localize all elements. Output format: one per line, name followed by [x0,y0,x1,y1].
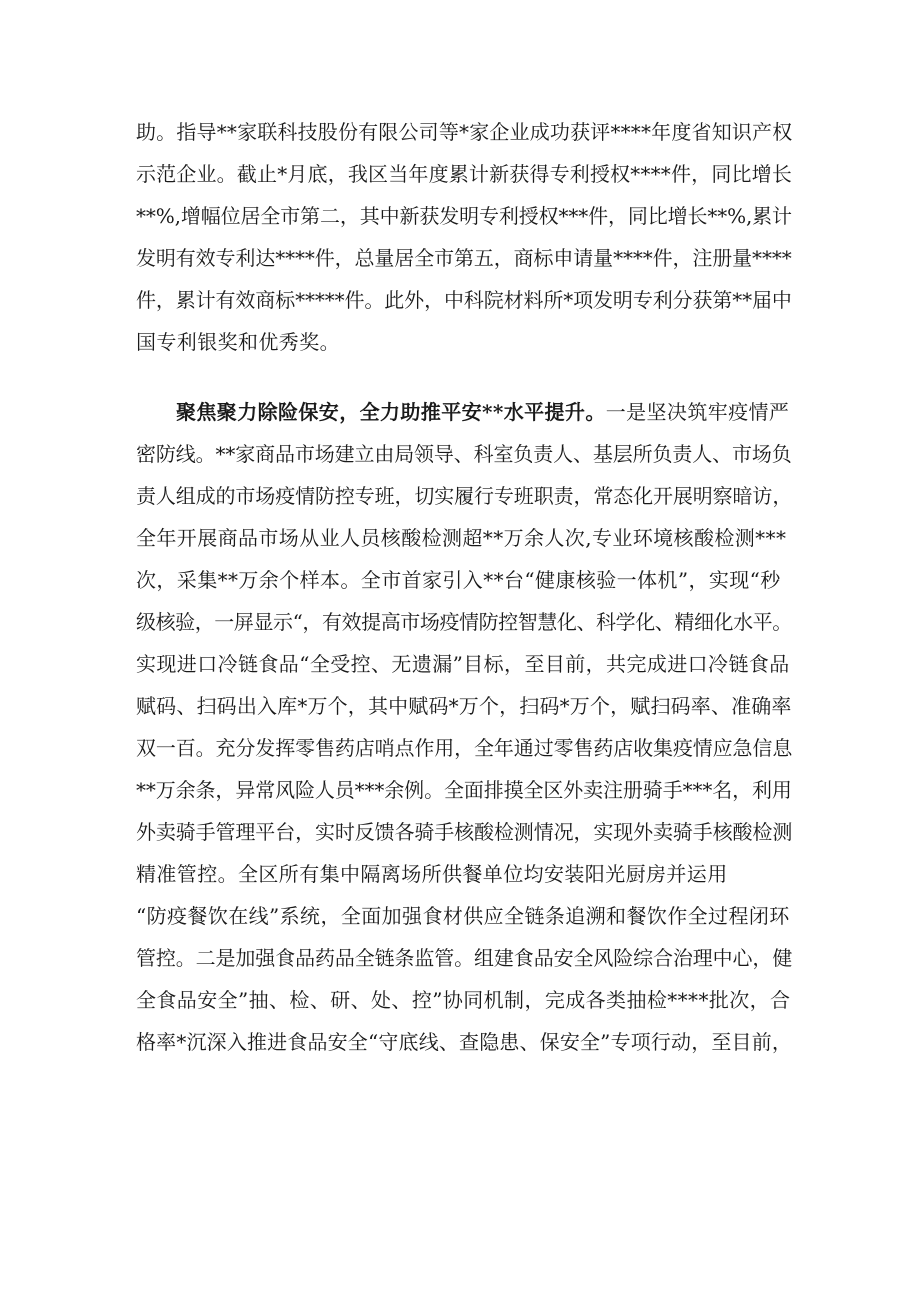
paragraph-line: 次，采集**万余个样本。全市首家引入**台“健康核验一体机”，实现“秒 [136,568,781,592]
paragraph-line: 示范企业。截止*月底，我区当年度累计新获得专利授权****件，同比增长 [136,162,792,186]
paragraph-line: 格率*沉深入推进食品安全“守底线、查隐患、保安全”专项行动，至目前， [136,1030,793,1054]
paragraph-first-line [176,400,789,424]
paragraph-line: 级核验，一屏显示“，有效提高市场疫情防控智慧化、科学化、精细化水平。 [136,610,792,634]
paragraph-line: 件，累计有效商标*****件。此外，中科院材料所*项发明专利分获第**届中 [136,288,792,312]
paragraph-line: **%,增幅位居全市第二，其中新获发明专利授权***件，同比增长**%,累计 [136,204,792,228]
paragraph-line: 国专利银奖和优秀奖。 [136,330,340,354]
paragraph-line: 助。指导**家联科技股份有限公司等*家企业成功获评****年度省知识产权 [136,120,793,144]
paragraph-line: 精准管控。全区所有集中隔离场所供餐单位均安装阳光厨房并运用 [136,862,728,886]
paragraph-line: 实现进口冷链食品“全受控、无遗漏”目标，至目前，共完成进口冷链食品 [136,652,790,676]
paragraph-heading-continuation: 一是坚决筑牢疫情严 [605,400,790,424]
paragraph-line: 全食品安全”抽、检、研、处、控”协同机制，完成各类抽检****批次，合 [136,988,791,1012]
paragraph-line: 发明有效专利达****件，总量居全市第五，商标申请量****件，注册量**** [136,246,792,270]
paragraph-line: “防疫餐饮在线”系统，全面加强食材供应全链条追溯和餐饮作全过程闭环 [136,904,790,928]
paragraph-line: **万余条，异常风险人员***余例。全面排摸全区外卖注册骑手***名，利用 [136,778,792,802]
paragraph-line: 责人组成的市场疫情防控专班，切实履行专班职责，常态化开展明察暗访， [136,484,793,508]
paragraph-line: 赋码、扫码出入库*万个，其中赋码*万个，扫码*万个，赋扫码率、准确率 [136,694,792,718]
paragraph-line: 密防线。**家商品市场建立由局领导、科室负责人、基层所负责人、市场负 [136,442,792,466]
paragraph-line: 外卖骑手管理平台，实时反馈各骑手核酸检测情况，实现外卖骑手核酸检测 [136,820,793,844]
paragraph-line: 全年开展商品市场从业人员核酸检测超**万余人次,专业环境核酸检测*** [136,526,787,550]
paragraph-heading: 聚焦聚力除险保安，全力助推平安**水平提升。 [176,400,606,424]
paragraph-line: 管控。二是加强食品药品全链条监管。组建食品安全风险综合治理中心，健 [136,946,793,970]
paragraph-line: 双一百。充分发挥零售药店哨点作用，全年通过零售药店收集疫情应急信息 [136,736,793,760]
